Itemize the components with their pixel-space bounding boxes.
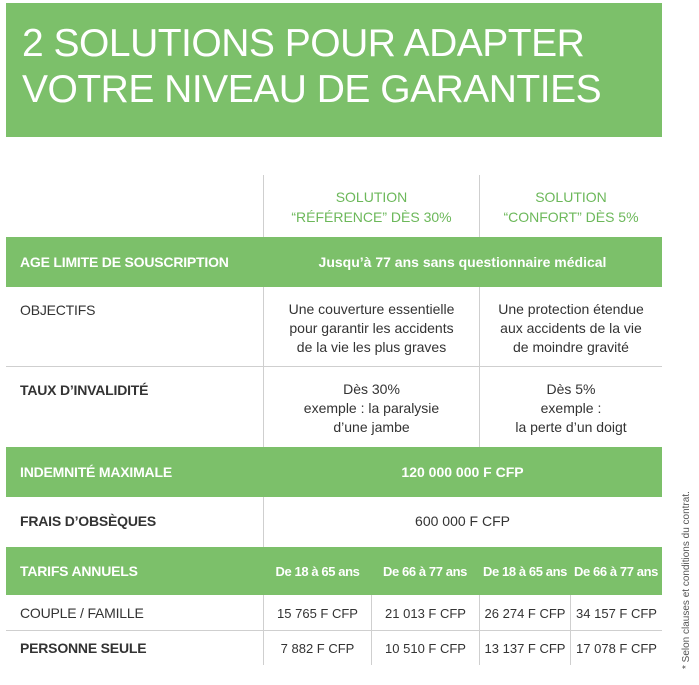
cell-line: la perte d’un doigt — [515, 419, 627, 435]
cell-line: Une protection étendue — [498, 301, 644, 317]
table-row-couple-family — [6, 595, 662, 631]
table-row-single-person — [6, 631, 662, 665]
contract-conditions-note: * Selon clauses et conditions du contrat. — [681, 491, 692, 669]
rate-cell: 10 510 F CFP — [385, 641, 466, 656]
cell-line: de la vie les plus graves — [296, 339, 447, 355]
table-row-age-limit — [6, 237, 662, 287]
cell-line: aux accidents de la vie — [500, 320, 642, 336]
age-range-conf-1: De 18 à 65 ans — [482, 564, 568, 579]
table-row-annual-rates — [6, 547, 662, 595]
cell-confort — [480, 380, 662, 437]
rate-cell: 21 013 F CFP — [385, 606, 466, 621]
cell-line: Une couverture essentielle — [288, 301, 455, 317]
cell-line: d’une jambe — [333, 419, 410, 435]
title-line-2: VOTRE NIVEAU DE GARANTIES — [22, 68, 602, 111]
rate-cell: 34 157 F CFP — [576, 606, 657, 621]
rate-cell: 13 137 F CFP — [484, 641, 566, 656]
header-line: “CONFORT” DÈS 5% — [503, 209, 639, 225]
table-row-max-indemnity — [6, 447, 662, 497]
row-label: OBJECTIFS — [20, 302, 96, 318]
table-row-objectives — [6, 287, 662, 367]
rate-cell: 17 078 F CFP — [576, 641, 657, 656]
cell-line: exemple : — [540, 400, 602, 416]
row-label: TAUX D’INVALIDITÉ — [20, 382, 149, 398]
title-banner — [6, 3, 662, 137]
table-header-row — [6, 175, 662, 237]
age-range-ref-2: De 66 à 77 ans — [382, 564, 468, 579]
cell-line: pour garantir les accidents — [289, 320, 454, 336]
cell-line: exemple : la paralysie — [303, 400, 440, 416]
header-line: SOLUTION — [535, 189, 607, 205]
header-line: “RÉFÉRENCE” DÈS 30% — [291, 209, 452, 225]
cell-line: de moindre gravité — [513, 339, 629, 355]
header-solution-reference — [264, 187, 479, 227]
cell-reference — [264, 380, 479, 437]
cell-value: 600 000 F CFP — [415, 513, 510, 529]
row-label: INDEMNITÉ MAXIMALE — [20, 464, 172, 480]
age-range-conf-2: De 66 à 77 ans — [573, 564, 659, 579]
cell-line: Dès 5% — [546, 381, 596, 397]
cell-line: Dès 30% — [343, 381, 400, 397]
row-label: COUPLE / FAMILLE — [20, 605, 144, 621]
row-label: TARIFS ANNUELS — [20, 563, 138, 579]
cell-reference — [264, 300, 479, 357]
rate-cell: 15 765 F CFP — [277, 606, 358, 621]
cell-value: Jusqu’à 77 ans sans questionnaire médical — [318, 254, 607, 270]
table-row-disability-rate — [6, 367, 662, 447]
rate-cell: 26 274 F CFP — [484, 606, 566, 621]
cell-confort — [480, 300, 662, 357]
row-label: PERSONNE SEULE — [20, 640, 147, 656]
header-solution-confort — [480, 187, 662, 227]
table-row-funeral-costs — [6, 497, 662, 547]
header-line: SOLUTION — [335, 189, 408, 205]
rate-cell: 7 882 F CFP — [280, 641, 355, 656]
row-label: AGE LIMITE DE SOUSCRIPTION — [20, 254, 229, 270]
cell-value: 120 000 000 F CFP — [401, 464, 524, 480]
row-label: FRAIS D’OBSÈQUES — [20, 513, 157, 529]
title-line-1: 2 SOLUTIONS POUR ADAPTER — [22, 22, 585, 65]
age-range-ref-1: De 18 à 65 ans — [275, 564, 360, 579]
